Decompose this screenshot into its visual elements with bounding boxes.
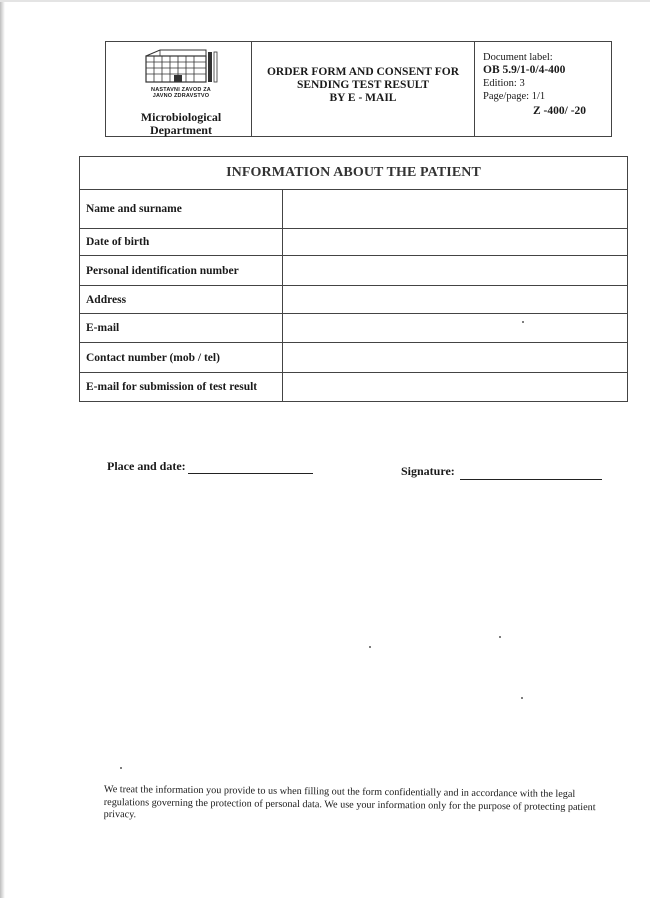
department-name: [116, 111, 246, 137]
scan-speck: [120, 767, 122, 769]
scan-speck: [499, 636, 501, 638]
edition: Edition: 3: [483, 78, 525, 89]
address-label: Address: [80, 286, 283, 313]
table-heading: INFORMATION ABOUT THE PATIENT: [80, 157, 627, 190]
scan-edge-top: [0, 0, 650, 2]
table-row: [80, 229, 627, 256]
department-line2: Department: [150, 123, 212, 137]
signature-label: Signature:: [401, 464, 455, 478]
page-number: Page/page: 1/1: [483, 91, 546, 102]
date-of-birth-field[interactable]: [283, 229, 627, 255]
place-and-date-field[interactable]: [188, 473, 313, 474]
personal-id-field[interactable]: [283, 256, 627, 285]
personal-id-label: Personal identification number: [80, 256, 283, 285]
email-label: E-mail: [80, 314, 283, 342]
form-title-line3: BY E - MAIL: [329, 91, 397, 104]
form-title: [252, 42, 475, 136]
name-surname-field[interactable]: [283, 190, 627, 228]
contact-number-label: Contact number (mob / tel): [80, 343, 283, 372]
table-row: [80, 190, 627, 229]
form-title-line1: ORDER FORM AND CONSENT FOR: [266, 65, 460, 78]
signature-field[interactable]: [460, 479, 602, 480]
org-name-line2: JAVNO ZDRAVSTVO: [152, 93, 210, 99]
table-row: [80, 286, 627, 314]
scan-edge-left: [0, 0, 5, 898]
result-email-label: E-mail for submission of test result: [80, 373, 283, 401]
email-field[interactable]: [283, 314, 627, 342]
org-name-line1: NASTAVNI ZAVOD ZA: [151, 87, 211, 93]
contact-number-field[interactable]: [283, 343, 627, 372]
form-title-line2: SENDING TEST RESULT: [296, 78, 430, 91]
organization-name: [126, 87, 236, 99]
place-and-date-label: Place and date:: [107, 459, 186, 473]
table-row: [80, 343, 627, 373]
document-info: [475, 42, 611, 136]
document-header: [105, 41, 612, 137]
address-field[interactable]: [283, 286, 627, 313]
logo-cell: [106, 42, 252, 136]
document-code: OB 5.9/1-0/4-400: [483, 64, 566, 76]
building-logo-icon: [140, 48, 220, 84]
table-row: [80, 373, 627, 401]
document-label: Document label:: [483, 52, 553, 63]
scan-speck: [522, 321, 524, 323]
table-row: [80, 256, 627, 286]
department-line1: Microbiological: [140, 110, 222, 124]
date-of-birth-label: Date of birth: [80, 229, 283, 255]
privacy-note: We treat the information you provide to us when filling out the form confidentially and in accordance with the legal regulations governing the protection of personal data. We use your information only for the purpose of protecting patient privacy.: [103, 784, 596, 821]
scan-speck: [521, 697, 523, 699]
patient-info-table: [79, 156, 628, 402]
scan-speck: [369, 646, 371, 648]
form-number: Z -400/ -20: [533, 105, 587, 117]
table-row: [80, 314, 627, 343]
result-email-field[interactable]: [283, 373, 627, 401]
name-surname-label: Name and surname: [80, 190, 283, 228]
